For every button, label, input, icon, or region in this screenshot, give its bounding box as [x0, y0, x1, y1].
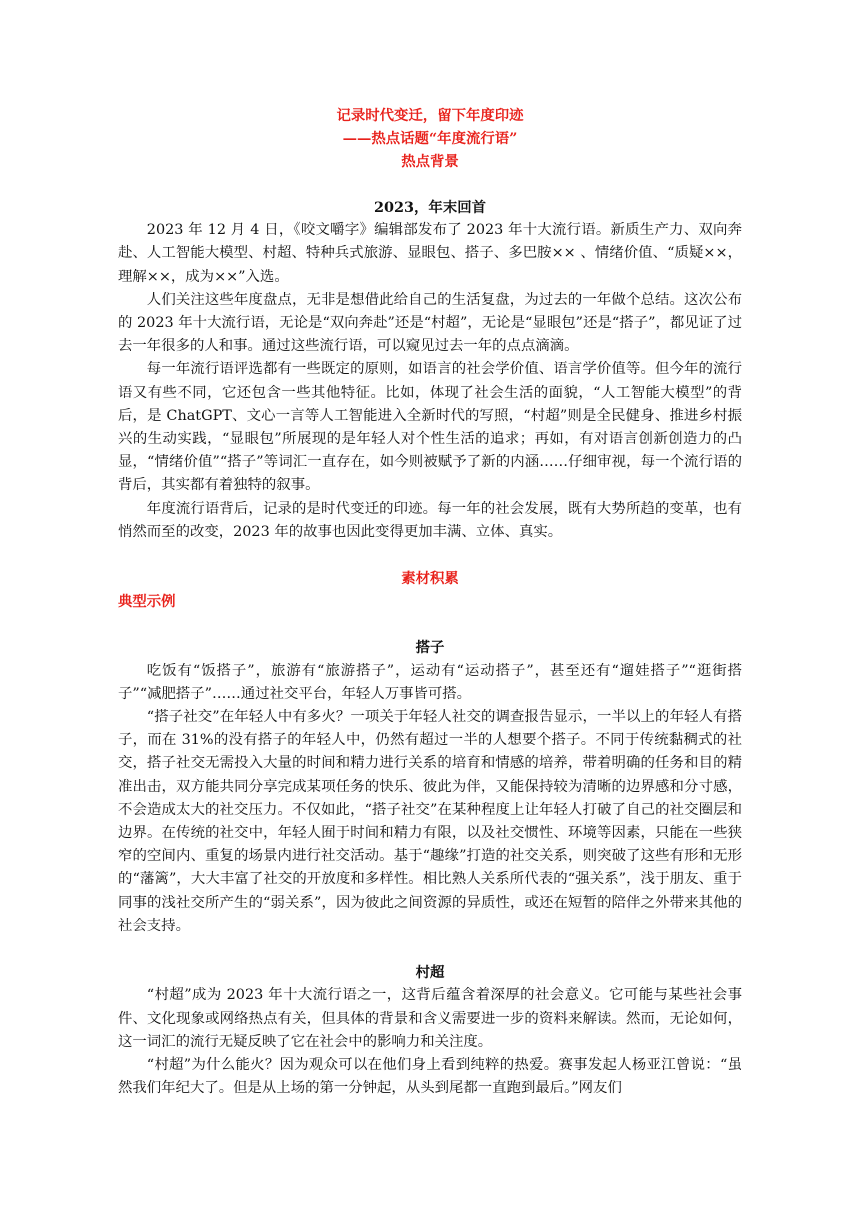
subheading-examples: 典型示例	[118, 593, 176, 611]
document-title: 记录时代变迁，留下年度印迹	[336, 107, 524, 124]
document-page	[118, 104, 742, 1100]
paragraph: “村超”成为 2023 年十大流行语之一，这背后蕴含着深厚的社会意义。它可能与某些社会事件、文化现象或网络热点有关，但具体的背景和含义需要进一步的资料来解读。然而，无论如何，这一词汇的流行无疑反映了它在社会中的影响力和关注度。	[118, 987, 742, 1050]
section-heading-year-review: 2023，年末回首	[373, 199, 486, 216]
paragraph: 2023 年 12 月 4 日，《咬文嚼字》编辑部发布了 2023 年十大流行语。新质生产力、双向奔赴、人工智能大模型、村超、特种兵式旅游、显眼包、搭子、多巴胺×× 、情绪价值、“质疑××，理解××，成为××”入选。	[118, 222, 742, 285]
paragraph: 人们关注这些年度盘点，无非是想借此给自己的生活复盘，为过去的一年做个总结。这次公布的 2023 年十大流行语，无论是“双向奔赴”还是“村超”，无论是“显眼包”还是“搭子”，都见证了过去一年很多的人和事。通过这些流行语，可以窥见过去一年的点点滴滴。	[118, 291, 742, 355]
paragraph: 吃饭有“饭搭子”，旅游有“旅游搭子”，运动有“运动搭子”，甚至还有“遛娃搭子”“逛街搭子”“减肥搭子”……通过社交平台，年轻人万事皆可搭。	[118, 662, 742, 702]
paragraph: 每一年流行语评选都有一些既定的原则，如语言的社会学价值、语言学价值等。但今年的流行语又有些不同，它还包含一些其他特征。比如，体现了社会生活的面貌，“人工智能大模型”的背后，是 ChatGPT、文心一言等人工智能进入全新时代的写照，“村超”则是全民健身、推进乡村振兴的生动实践，“显眼包”所展现的是年轻人对个性生活的追求；再如，有对语言创新创造力的凸显，“情绪价值”“搭子”等词汇一直存在，如今则被赋予了新的内涵……仔细审视，每一个流行语的背后，其实都有着独特的叙事。	[118, 361, 742, 494]
section-label-background: 热点背景	[401, 153, 459, 170]
paragraph: “村超”为什么能火？因为观众可以在他们身上看到纯粹的热爱。赛事发起人杨亚江曾说：“虽然我们年纪大了。但是从上场的第一分钟起，从头到尾都一直跑到最后。”网友们	[118, 1056, 742, 1097]
document-subtitle: ——热点话题“年度流行语”	[342, 130, 518, 147]
section-heading-materials: 素材积累	[401, 570, 459, 588]
topic-heading-cunchao: 村超	[415, 964, 445, 982]
topic-heading-dazi: 搭子	[415, 639, 445, 657]
paragraph: 年度流行语背后，记录的是时代变迁的印迹。每一年的社会发展，既有大势所趋的变革，也有悄然而至的改变，2023 年的故事也因此变得更加丰满、立体、真实。	[118, 500, 742, 540]
paragraph: “搭子社交”在年轻人中有多火？一项关于年轻人社交的调查报告显示，一半以上的年轻人有搭子，而在 31%的没有搭子的年轻人中，仍然有超过一半的人想要个搭子。不同于传统黏稠式的社交，搭子社交无需投入大量的时间和精力进行关系的培育和情感的培养，带着明确的任务和目的精准出击，双方能共同分享完成某项任务的快乐、彼此为伴，又能保持较为清晰的边界感和分寸感，不会造成太大的社交压力。不仅如此，“搭子社交”在某种程度上让年轻人打破了自己的社交圈层和边界。在传统的社交中，年轻人囿于时间和精力有限，以及社交惯性、环境等因素，只能在一些狭窄的空间内、重复的场景内进行社交活动。基于“趣缘”打造的社交关系，则突破了这些有形和无形的“藩篱”，大大丰富了社交的开放度和多样性。相比熟人关系所代表的“强关系”，浅于朋友、重于同事的浅社交所产生的“弱关系”，因为彼此之间资源的异质性，或还在短暂的陪伴之外带来其他的社会支持。	[118, 709, 742, 934]
